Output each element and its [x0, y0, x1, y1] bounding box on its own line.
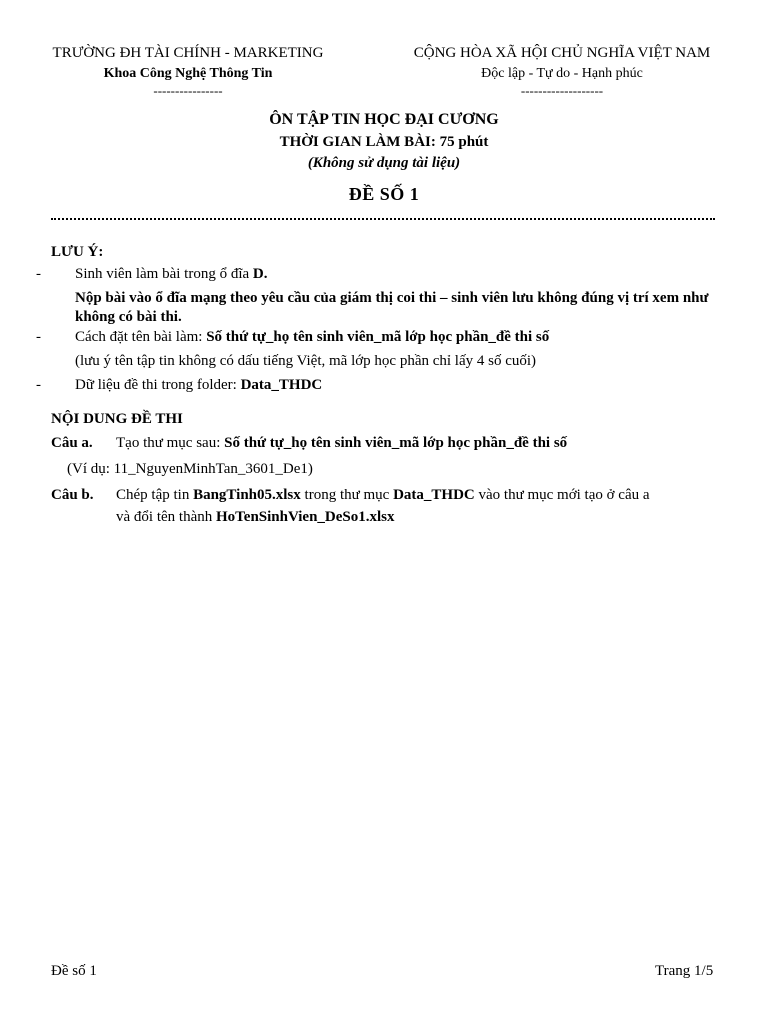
question-b-newname: HoTenSinhVien_DeSo1.xlsx: [215, 509, 395, 525]
national-name: CỘNG HÒA XÃ HỘI CHỦ NGHĨA VIỆT NAM: [413, 45, 711, 61]
question-a-example: (Ví dụ: 11_NguyenMinhTan_3601_De1): [67, 461, 313, 477]
note-2-line2: (lưu ý tên tập tin không có dấu tiếng Việt, mã lớp học phần chỉ lấy 4 số cuối): [75, 353, 537, 369]
question-b-label: Câu b.: [51, 487, 94, 503]
question-b-part2: trong thư mục: [300, 487, 394, 503]
list-dash: -: [36, 377, 41, 393]
note-2-text: Cách đặt tên bài làm:: [75, 329, 207, 345]
exam-note: (Không sử dụng tài liệu): [307, 155, 461, 171]
school-divider: ----------------: [153, 83, 223, 99]
question-b-part4: và đổi tên thành: [116, 509, 216, 525]
note-3-bold: Data_THDC: [240, 377, 323, 393]
school-name: TRƯỜNG ĐH TÀI CHÍNH - MARKETING: [52, 45, 324, 61]
footer-page-number: Trang 1/5: [655, 963, 714, 979]
school-header: [40, 44, 336, 100]
exam-number: ĐỀ SỐ 1: [348, 184, 420, 204]
national-header: [398, 44, 726, 100]
question-a-bold: Số thứ tự_họ tên sinh viên_mã lớp học phần_đề thi số: [224, 435, 568, 451]
question-a-text: [116, 434, 726, 453]
note-2-bold: Số thứ tự_họ tên sinh viên_mã lớp học phần_đề thi số: [206, 329, 550, 345]
question-b-part1: Chép tập tin: [116, 487, 194, 503]
list-dash: -: [36, 266, 41, 282]
question-a-label: Câu a.: [51, 435, 93, 451]
footer-exam-number: Đề số 1: [51, 963, 97, 979]
question-b-folder: Data_THDC: [393, 487, 475, 503]
note-1-line2: Nộp bài vào ổ đĩa mạng theo yêu cầu của giám thị coi thi – sinh viên lưu không đúng vị trí xem như không có bài thi.: [75, 290, 709, 325]
dotted-divider: [51, 218, 715, 220]
question-a-prefix: Tạo thư mục sau:: [116, 435, 225, 451]
national-motto: Độc lập - Tự do - Hạnh phúc: [481, 65, 643, 81]
note-1-bold: D.: [252, 266, 268, 282]
question-b-text: [116, 486, 726, 505]
list-dash: -: [36, 329, 41, 345]
notes-heading: LƯU Ý:: [51, 244, 104, 260]
exam-time: THỜI GIAN LÀM BÀI: 75 phút: [279, 134, 489, 150]
question-b-file: BangTinh05.xlsx: [193, 487, 301, 503]
note-1-text: Sinh viên làm bài trong ổ đĩa: [75, 266, 253, 282]
faculty-name: Khoa Công Nghệ Thông Tin: [103, 65, 273, 81]
question-b-part3: vào thư mục mới tạo ở câu a: [474, 487, 650, 503]
note-3-text: Dữ liệu đề thi trong folder:: [75, 377, 241, 393]
exam-title: ÔN TẬP TIN HỌC ĐẠI CƯƠNG: [269, 111, 499, 128]
national-divider: -------------------: [520, 83, 604, 99]
question-b-line2: [116, 508, 726, 527]
content-heading: NỘI DUNG ĐỀ THI: [51, 411, 183, 427]
